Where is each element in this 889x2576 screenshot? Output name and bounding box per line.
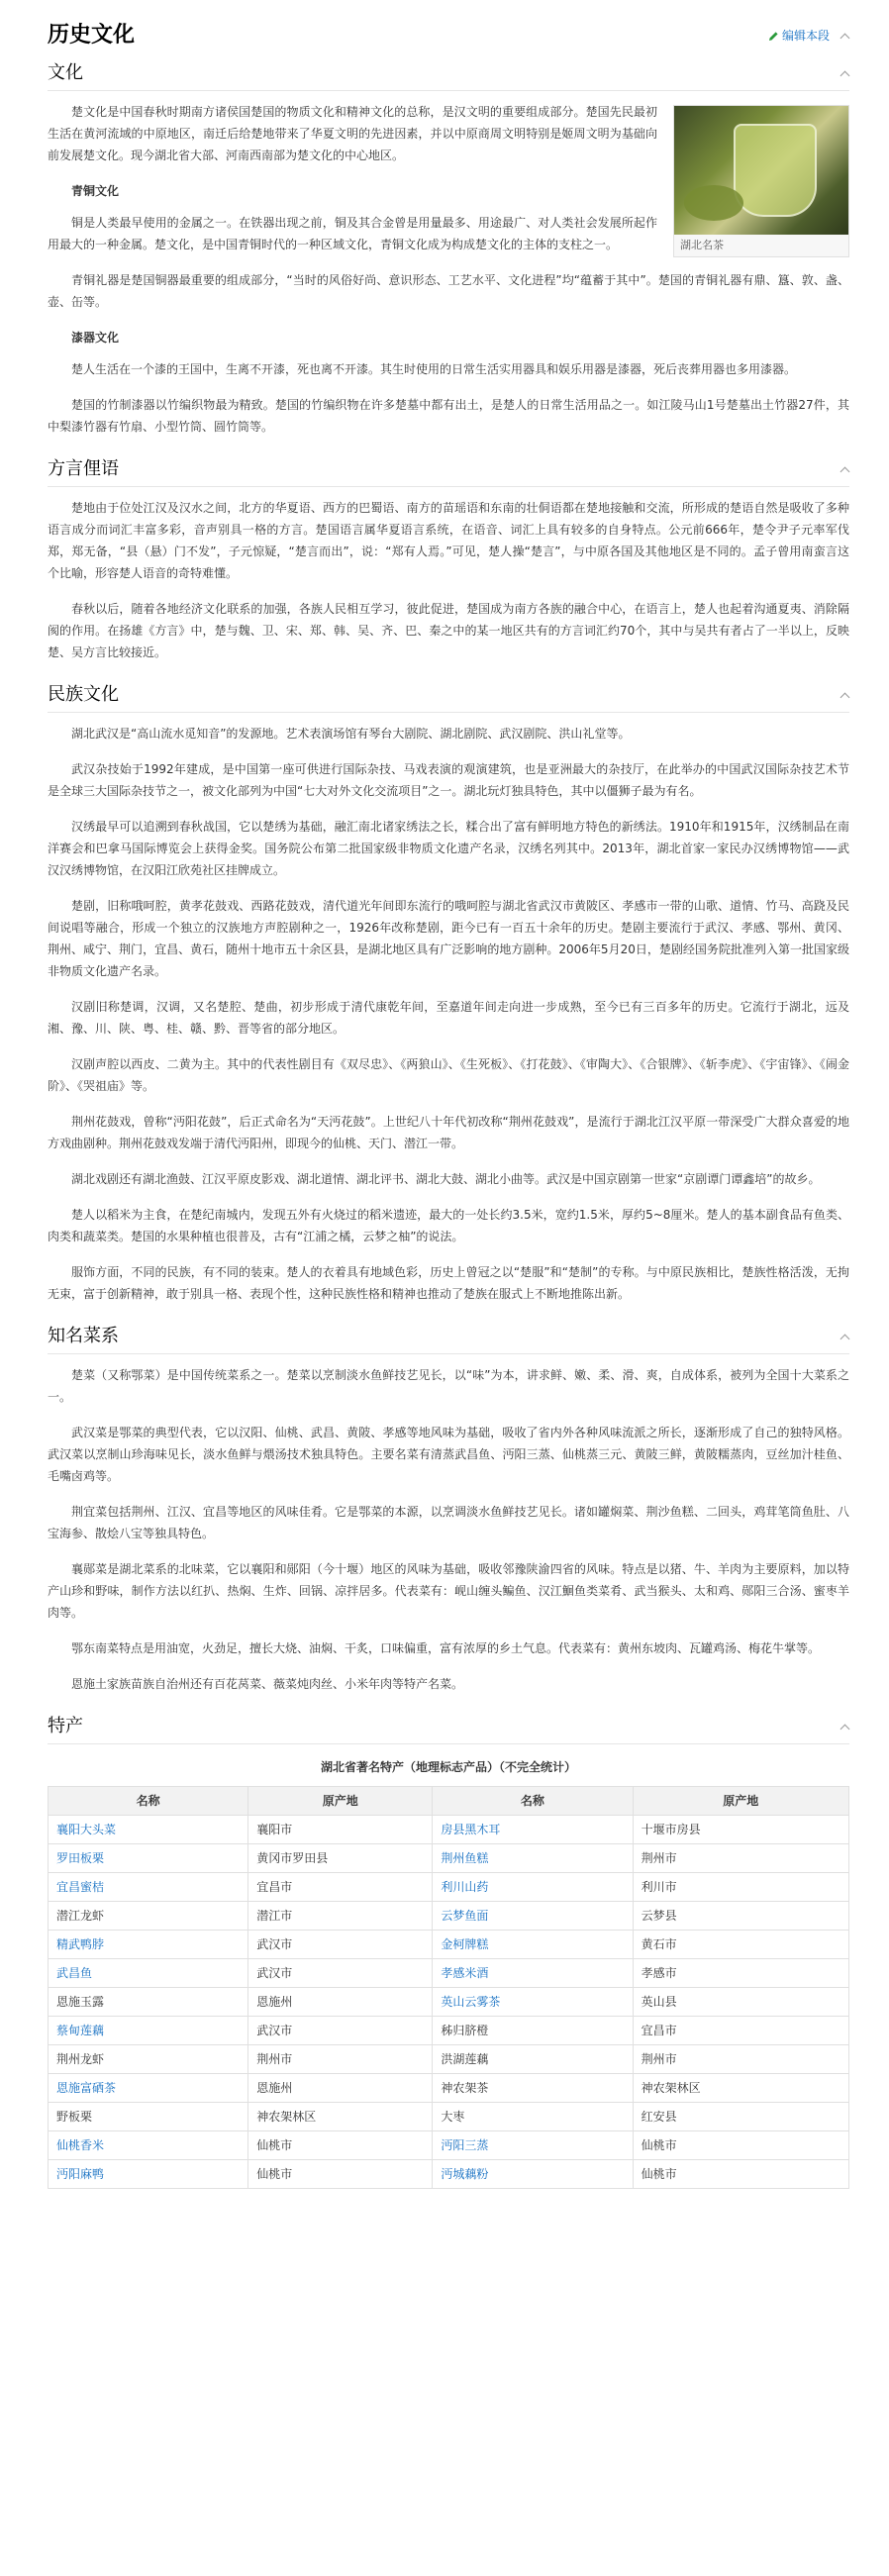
specialty-name-cell: 大枣 (433, 2103, 633, 2131)
specialty-name-cell[interactable]: 沔阳麻鸭 (49, 2160, 248, 2189)
page-title: 历史文化 (48, 23, 136, 48)
table-row (49, 2074, 849, 2103)
origin-cell: 恩施州 (248, 1988, 433, 2017)
collapse-chevron-icon[interactable] (840, 1332, 849, 1341)
paragraph: 服饰方面，不同的民族，有不同的装束。楚人的衣着具有地域色彩，历史上曾冠之以“楚服”和“楚制”的专称。与中原民族相比，楚族性格活泼，无拘无束，富于创新精神，敢于别具一格、表现个性，这种民族性格和精神也推动了楚族在服式上不断地推陈出新。 (48, 1265, 849, 1301)
section-title: 特产 (48, 1715, 83, 1736)
section-title: 知名菜系 (48, 1325, 119, 1346)
paragraph: 荆宜菜包括荆州、江汉、宜昌等地区的风味佳肴。它是鄂菜的本源，以烹调淡水鱼鲜技艺见长。诸如罐焖菜、荆沙鱼糕、二回头，鸡茸笔筒鱼肚、八宝海参、散烩八宝等独具特色。 (48, 1505, 849, 1540)
table-row (49, 2103, 849, 2131)
origin-cell: 潜江市 (248, 1902, 433, 1931)
paragraph: 荆州花鼓戏，曾称“沔阳花鼓”，后正式命名为“天沔花鼓”。上世纪八十年代初改称“荆州花鼓戏”，是流行于湖北江汉平原一带深受广大群众喜爱的地方戏曲剧种。荆州花鼓戏发端于清代沔阳州，即现今的仙桃、天门、潜江一带。 (48, 1115, 849, 1150)
paragraph: 湖北戏剧还有湖北渔鼓、江汉平原皮影戏、湖北道情、湖北评书、湖北大鼓、湖北小曲等。武汉是中国京剧第一世家“京剧谭门谭鑫培”的故乡。 (71, 1172, 821, 1186)
section-header-dialect (48, 451, 849, 487)
paragraph: 楚菜（又称鄂菜）是中国传统菜系之一。楚菜以烹制淡水鱼鲜技艺见长，以“味”为本，讲求鲜、嫩、柔、滑、爽，自成体系，被列为全国十大菜系之一。 (48, 1368, 849, 1404)
origin-cell: 武汉市 (248, 1959, 433, 1988)
figure-tea[interactable] (673, 105, 849, 257)
specialty-name-cell[interactable]: 蔡甸莲藕 (49, 2017, 248, 2045)
paragraph: 春秋以后，随着各地经济文化联系的加强，各族人民相互学习，彼此促进，楚国成为南方各族的融合中心，在语言上，楚人也起着沟通夏夷、消除隔阂的作用。在扬雄《方言》中，楚与魏、卫、宋、郑、韩、吴、齐、巴、秦之中的某一地区共有的方言词汇约70个，其中与吴共有者占了一半以上，反映楚、吴方言比较接近。 (48, 602, 849, 659)
specialty-name-cell[interactable]: 荆州鱼糕 (433, 1844, 633, 1873)
specialty-name-cell: 神农架茶 (433, 2074, 633, 2103)
specialty-name-cell[interactable]: 孝感米酒 (433, 1959, 633, 1988)
table-row (49, 1931, 849, 1959)
origin-cell: 襄阳市 (248, 1816, 433, 1844)
specialty-name-cell[interactable]: 恩施富硒茶 (49, 2074, 248, 2103)
paragraph: 武汉杂技始于1992年建成，是中国第一座可供进行国际杂技、马戏表演的观演建筑，也是亚洲最大的杂技厅，在此举办的中国武汉国际杂技艺术节是全球三大国际杂技节之一，被文化部列为中国“七大对外文化交流项目”之一。湖北玩灯独具特色，其中以僵狮子最为有名。 (48, 762, 849, 798)
table-body (49, 1816, 849, 2189)
figure-caption: 湖北名茶 (680, 239, 724, 251)
table-row (49, 1902, 849, 1931)
page-header (48, 20, 849, 51)
specialty-name-cell[interactable]: 利川山药 (433, 1873, 633, 1902)
specialty-name-cell[interactable]: 精武鸭脖 (49, 1931, 248, 1959)
specialty-name-cell[interactable]: 沔城藕粉 (433, 2160, 633, 2189)
table-row (49, 2160, 849, 2189)
specialty-name-cell[interactable]: 武昌鱼 (49, 1959, 248, 1988)
paragraph: 汉绣最早可以追溯到春秋战国，它以楚绣为基础，融汇南北诸家绣法之长，糅合出了富有鲜明地方特色的新绣法。1910年和1915年，汉绣制品在南洋赛会和巴拿马国际博览会上获得金奖。国务院公布第二批国家级非物质文化遗产名录，汉绣名列其中。2013年，湖北首家一家民办汉绣博物馆——武汉汉绣博物馆，在汉阳江欣苑社区挂牌成立。 (48, 820, 849, 877)
paragraph: 湖北武汉是“高山流水觅知音”的发源地。艺术表演场馆有琴台大剧院、湖北剧院、武汉剧院、洪山礼堂等。 (71, 727, 631, 741)
origin-cell: 武汉市 (248, 2017, 433, 2045)
origin-cell: 英山县 (633, 1988, 848, 2017)
header-tools (768, 25, 849, 47)
specialty-table (48, 1786, 849, 2189)
subheading-lacquer: 漆器文化 (71, 331, 120, 345)
table-row (49, 2017, 849, 2045)
paragraph: 汉剧旧称楚调，汉调，又名楚腔、楚曲，初步形成于清代康乾年间，至嘉道年间走向进一步成熟，至今已有三百多年的历史。它流行于湖北，远及湘、豫、川、陕、粤、桂、赣、黔、晋等省的部分地区。 (48, 1000, 849, 1036)
origin-cell: 神农架林区 (633, 2074, 848, 2103)
subheading-bronze: 青铜文化 (71, 184, 120, 198)
paragraph: 楚地由于位处江汉及汉水之间，北方的华夏语、西方的巴蜀语、南方的苗瑶语和东南的壮侗语都在楚地接触和交流，所形成的楚语自然是吸收了多种语言成分而词汇丰富多彩，音声别具一格的方言。楚国语言属华夏语言系统，在语音、词汇上具有较多的自身特点。公元前666年，楚令尹子元率军伐郑，郑无备，“县（悬）门不发”，子元惊疑，“楚言而出”，说：“郑有人焉。”可见，楚人操“楚言”，与中原各国及其他地区是不同的。孟子曾用南蛮言这个比喻，形容楚人语音的奇特难懂。 (48, 501, 849, 580)
section-header-culture (48, 55, 849, 91)
specialty-name-cell: 秭归脐橙 (433, 2017, 633, 2045)
collapse-chevron-icon[interactable] (840, 1722, 849, 1732)
specialty-name-cell[interactable]: 沔阳三蒸 (433, 2131, 633, 2160)
origin-cell: 孝感市 (633, 1959, 848, 1988)
origin-cell: 荆州市 (633, 2045, 848, 2074)
origin-cell: 仙桃市 (633, 2160, 848, 2189)
table-row (49, 1959, 849, 1988)
origin-cell: 十堰市房县 (633, 1816, 848, 1844)
origin-cell: 荆州市 (633, 1844, 848, 1873)
paragraph: 楚剧，旧称哦呵腔，黄孝花鼓戏、西路花鼓戏，清代道光年间即东流行的哦呵腔与湖北省武汉市黄陂区、孝感市一带的山歌、道情、竹马、高跷及民间说唱等融合，形成一个独立的汉族地方声腔剧种之一，1926年改称楚剧，距今已有一百五十余年的历史。楚剧主要流行于武汉、孝感、鄂州、黄冈、荆州、咸宁、荆门，宜昌、黄石，随州十地市五十余区县，是湖北地区具有广泛影响的地方剧种。2006年5月20日，楚剧经国务院批准列入第一批国家级非物质文化遗产名录。 (48, 899, 849, 978)
paragraph: 楚文化是中国春秋时期南方诸侯国楚国的物质文化和精神文化的总称，是汉文明的重要组成部分。楚国先民最初生活在黄河流域的中原地区，南迁后给楚地带来了华夏文明的先进因素，并以中原商周文明特别是姬周文明为基础向前发展楚文化。现今湖北省大部、河南西南部为楚文化的中心地区。 (48, 105, 657, 162)
paragraph: 楚人以稻米为主食，在楚纪南城内，发现五外有火烧过的稻米遗迹，最大的一处长约3.5米，宽约1.5米，厚约5~8厘米。楚人的基本副食品有鱼类、肉类和蔬菜类。楚国的水果种植也很普及，古有“江浦之橘，云梦之柚”的说法。 (48, 1208, 849, 1243)
specialty-name-cell[interactable]: 襄阳大头菜 (49, 1816, 248, 1844)
origin-cell: 黄石市 (633, 1931, 848, 1959)
collapse-chevron-icon[interactable] (840, 31, 849, 41)
origin-cell: 黄冈市罗田县 (248, 1844, 433, 1873)
section-title: 文化 (48, 61, 83, 83)
origin-cell: 红安县 (633, 2103, 848, 2131)
origin-cell: 仙桃市 (248, 2160, 433, 2189)
origin-cell: 仙桃市 (633, 2131, 848, 2160)
specialty-name-cell[interactable]: 英山云雾茶 (433, 1988, 633, 2017)
table-row (49, 1873, 849, 1902)
paragraph: 襄郧菜是湖北菜系的北味菜，它以襄阳和郧阳（今十堰）地区的风味为基础，吸收邻豫陕渝四省的风味。特点是以猪、牛、羊肉为主要原料，加以特产山珍和野味，制作方法以红扒、热焖、生炸、回锅、凉拌居多。代表菜有：岘山缠头鳊鱼、汉江鮰鱼类菜肴、武当猴头、太和鸡、郧阳三合汤、蜜枣羊肉等。 (48, 1562, 849, 1620)
column-header: 原产地 (248, 1787, 433, 1816)
collapse-chevron-icon[interactable] (840, 464, 849, 474)
paragraph: 鄂东南菜特点是用油宽，火劲足，擅长大烧、油焖、干炙，口味偏重，富有浓厚的乡土气息。代表菜有：黄州东坡肉、瓦罐鸡汤、梅花牛掌等。 (71, 1641, 821, 1655)
collapse-chevron-icon[interactable] (840, 68, 849, 78)
origin-cell: 云梦县 (633, 1902, 848, 1931)
specialty-name-cell[interactable]: 金柯牌糕 (433, 1931, 633, 1959)
table-header-row (49, 1787, 849, 1816)
edit-section-label: 编辑本段 (781, 29, 830, 43)
paragraph: 武汉菜是鄂菜的典型代表，它以汉阳、仙桃、武昌、黄陂、孝感等地风味为基础，吸收了省内外各种风味流派之所长，逐渐形成了自己的独特风格。武汉菜以烹制山珍海味见长，淡水鱼鲜与煨汤技术独具特色。主要名菜有清蒸武昌鱼、沔阳三蒸、仙桃蒸三元、黄陂三鲜，黄陂糯蒸肉，豆丝加汁桂鱼、毛嘴卤鸡等。 (48, 1426, 849, 1483)
paragraph: 恩施土家族苗族自治州还有百花莴菜、薇菜炖肉丝、小米年肉等特产名菜。 (71, 1677, 464, 1691)
section-title: 民族文化 (48, 683, 119, 705)
origin-cell: 宜昌市 (633, 2017, 848, 2045)
edit-section-button[interactable] (768, 25, 830, 47)
paragraph: 汉剧声腔以西皮、二黄为主。其中的代表性剧目有《双尽忠》、《两狼山》、《生死板》、《打花鼓》、《审陶大》、《合银牌》、《斩李虎》、《宇宙锋》、《闹金阶》、《哭祖庙》等。 (48, 1057, 849, 1093)
table-row (49, 2131, 849, 2160)
column-header: 名称 (433, 1787, 633, 1816)
specialty-name-cell[interactable]: 罗田板栗 (49, 1844, 248, 1873)
section-header-specialty (48, 1709, 849, 1744)
origin-cell: 仙桃市 (248, 2131, 433, 2160)
specialty-name-cell: 恩施玉露 (49, 1988, 248, 2017)
pencil-icon (768, 31, 779, 42)
section-title: 方言俚语 (48, 457, 119, 479)
collapse-chevron-icon[interactable] (840, 690, 849, 700)
origin-cell: 宜昌市 (248, 1873, 433, 1902)
specialty-name-cell[interactable]: 仙桃香米 (49, 2131, 248, 2160)
paragraph: 楚国的竹制漆器以竹编织物最为精致。楚国的竹编织物在许多楚墓中都有出土，是楚人的日常生活用品之一。如江陵马山1号楚墓出土竹器27件，其中梨漆竹器有竹扇、小型竹筒、圆竹筒等。 (48, 398, 849, 434)
table-row (49, 2045, 849, 2074)
paragraph: 青铜礼器是楚国铜器最重要的组成部分，“当时的风俗好尚、意识形态、工艺水平、文化进程”均“蕴蓄于其中”。楚国的青铜礼器有鼎、簋、敦、盏、壶、缶等。 (48, 273, 849, 309)
specialty-name-cell: 荆州龙虾 (49, 2045, 248, 2074)
origin-cell: 神农架林区 (248, 2103, 433, 2131)
paragraph: 铜是人类最早使用的金属之一。在铁器出现之前，铜及其合金曾是用量最多、用途最广、对人类社会发展所起作用最大的一种金属。楚文化，是中国青铜时代的一种区域文化，青铜文化成为构成楚文化的主体的支柱之一。 (48, 216, 657, 251)
table-row (49, 1816, 849, 1844)
origin-cell: 利川市 (633, 1873, 848, 1902)
table-row (49, 1988, 849, 2017)
section-header-cuisine (48, 1319, 849, 1354)
column-header: 原产地 (633, 1787, 848, 1816)
table-caption: 湖北省著名特产（地理标志产品）（不完全统计） (320, 1760, 576, 1774)
specialty-name-cell: 洪湖莲藕 (433, 2045, 633, 2074)
column-header: 名称 (49, 1787, 248, 1816)
paragraph: 楚人生活在一个漆的王国中，生离不开漆，死也离不开漆。其生时使用的日常生活实用器具和娱乐用器是漆器，死后丧葬用器也多用漆器。 (71, 362, 797, 376)
specialty-name-cell[interactable]: 房县黑木耳 (433, 1816, 633, 1844)
specialty-name-cell: 潜江龙虾 (49, 1902, 248, 1931)
table-row (49, 1844, 849, 1873)
specialty-name-cell: 野板栗 (49, 2103, 248, 2131)
specialty-name-cell[interactable]: 宜昌蜜桔 (49, 1873, 248, 1902)
specialty-name-cell[interactable]: 云梦鱼面 (433, 1902, 633, 1931)
origin-cell: 荆州市 (248, 2045, 433, 2074)
section-header-folk-culture (48, 677, 849, 713)
origin-cell: 恩施州 (248, 2074, 433, 2103)
origin-cell: 武汉市 (248, 1931, 433, 1959)
tea-image[interactable] (674, 106, 848, 235)
